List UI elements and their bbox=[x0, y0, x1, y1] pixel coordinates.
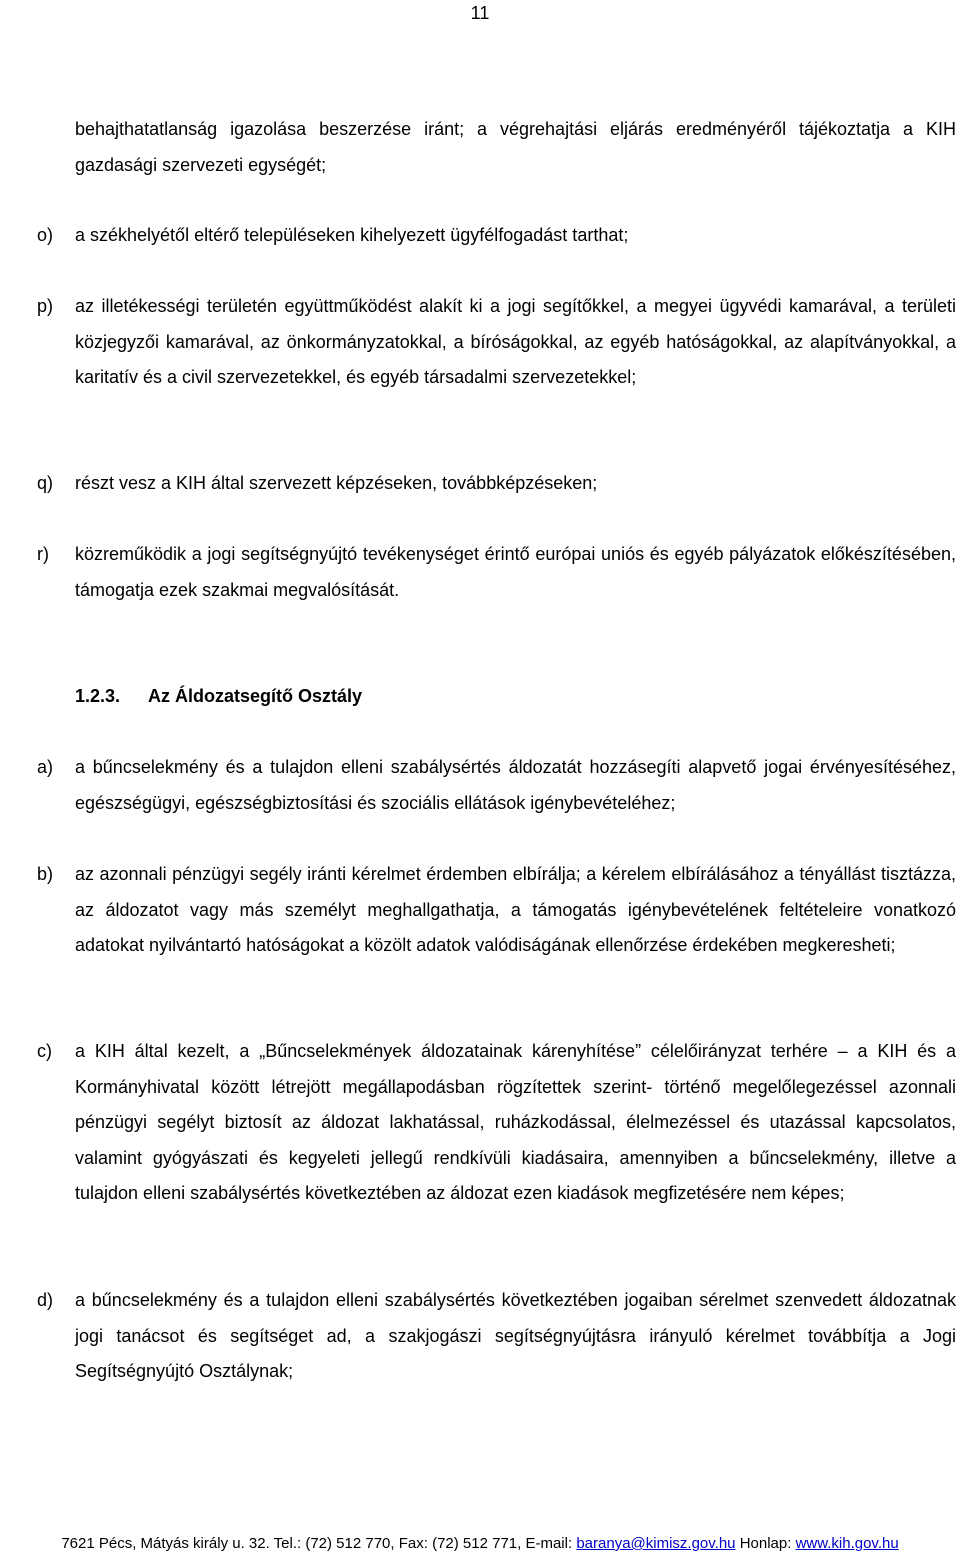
list-item-p: az illetékességi területén együttműködést alakít ki a jogi segítőkkel, a megyei ügyvédi kamarával, a területi közjegyzői kamarával, az önkormányzatokkal, a bíróságokkal, az egyéb hatóságokkal, az alapítványokkal, a karitatív és a civil szervezetekkel, és egyéb társadalmi szervezetekkel; bbox=[75, 296, 956, 387]
continuation-paragraph: behajthatatlanság igazolása beszerzése iránt; a végrehajtási eljárás eredményéről tájékoztatja a KIH gazdasági szervezeti egységét; bbox=[75, 119, 956, 175]
footer-homepage-link[interactable]: www.kih.gov.hu bbox=[795, 1535, 899, 1552]
page-footer bbox=[0, 1534, 960, 1554]
list-marker-o: o) bbox=[37, 225, 54, 245]
list-item-d: a bűncselekmény és a tulajdon elleni szabálysértés következtében jogaiban sérelmet szenvedett áldozatnak jogi tanácsot és segítséget ad, a szakjogászi segítségnyújtásra irányuló kérelmet továbbítja a Jogi Segítségnyújtó Osztálynak; bbox=[75, 1290, 956, 1381]
list-marker-r: r) bbox=[37, 544, 49, 564]
list-item-b: az azonnali pénzügyi segély iránti kérelmet érdemben elbírálja; a kérelem elbírálásához a tényállást tisztázza, az áldozatot vagy más személyt meghallgathatja, a támogatás igénybevételének feltételeire vonatkozó adatokat nyilvántartó hatóságokat a közölt adatok valódiságának ellenőrzése érdekében megkeresheti; bbox=[75, 864, 956, 955]
list-item-a: a bűncselekmény és a tulajdon elleni szabálysértés áldozatát hozzásegíti alapvető jogai érvényesítéséhez, egészségügyi, egészségbiztosítási és szociális ellátások igénybevételéhez; bbox=[75, 757, 956, 813]
list-marker-p: p) bbox=[37, 296, 54, 316]
footer-homepage-label: Honlap: bbox=[739, 1535, 792, 1552]
list-item-o: a székhelyétől eltérő településeken kihelyezett ügyfélfogadást tarthat; bbox=[75, 225, 629, 245]
list-item-r: közreműködik a jogi segítségnyújtó tevékenységet érintő európai uniós és egyéb pályázatok előkészítésében, támogatja ezek szakmai megvalósítását. bbox=[75, 544, 956, 600]
list-item-q: részt vesz a KIH által szervezett képzéseken, továbbképzéseken; bbox=[75, 473, 598, 493]
list-marker-a: a) bbox=[37, 757, 54, 777]
list-marker-q: q) bbox=[37, 473, 54, 493]
list-marker-c: c) bbox=[37, 1041, 52, 1061]
page-number: 11 bbox=[470, 3, 490, 23]
section-heading bbox=[75, 679, 362, 715]
list-marker-b: b) bbox=[37, 864, 54, 884]
list-marker-d: d) bbox=[37, 1290, 54, 1310]
footer-email-link[interactable]: baranya@kimisz.gov.hu bbox=[576, 1535, 736, 1552]
section-number: 1.2.3. bbox=[75, 686, 121, 706]
section-title: Az Áldozatsegítő Osztály bbox=[148, 686, 363, 706]
footer-address: 7621 Pécs, Mátyás király u. 32. Tel.: (72) 512 770, Fax: (72) 512 771, E-mail: bbox=[61, 1535, 573, 1552]
list-item-c: a KIH által kezelt, a „Bűncselekmények áldozatainak kárenyhítése” célelőirányzat terhére – a KIH és a Kormányhivatal között létrejött megállapodásban rögzítettek szerint- történő megelőlegezéssel azonnali pénzügyi segélyt biztosít az áldozat lakhatással, ruházkodással, élelmezéssel és utazással kapcsolatos, valamint gyógyászati és kegyeleti jellegű rendkívüli kiadásaira, amennyiben a bűncselekmény, illetve a tulajdon elleni szabálysértés következtében az áldozat ezen kiadások megfizetésére nem képes; bbox=[75, 1041, 956, 1203]
